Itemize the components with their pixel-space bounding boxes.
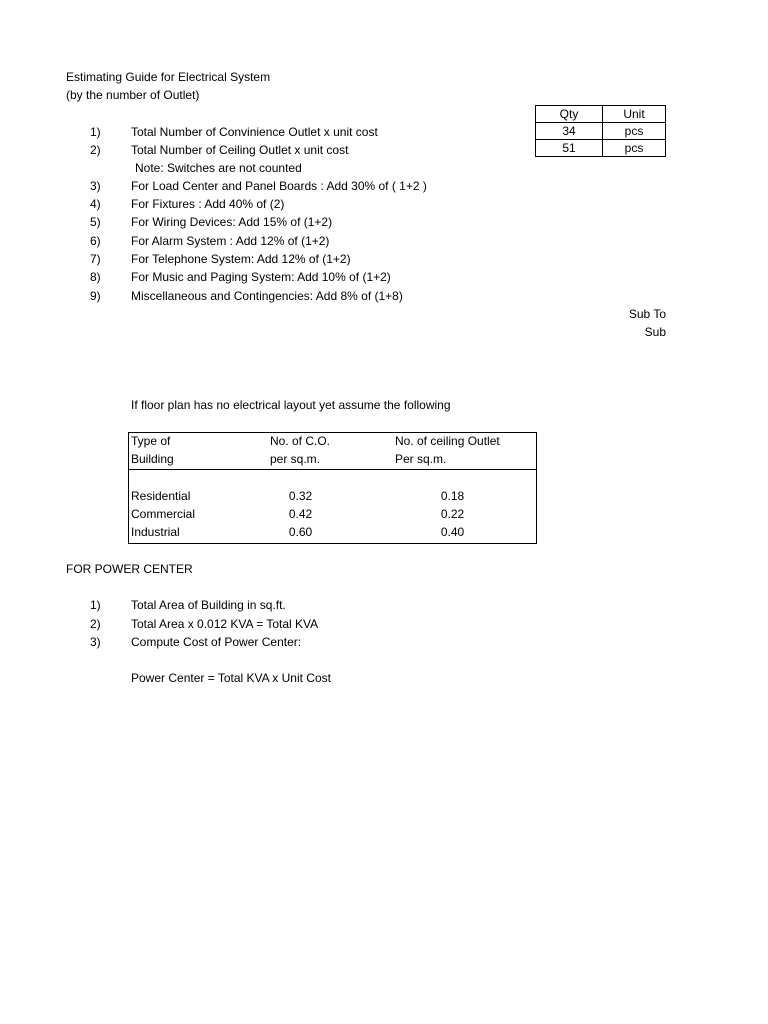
item-text: For Telephone System: Add 12% of (1+2) [131,252,351,266]
step-number: 1) [90,598,101,612]
item-number: 6) [90,234,101,248]
step-text: Compute Cost of Power Center: [131,635,302,649]
header-ceiling-line2: Per sq.m. [395,452,447,466]
item-text: For Music and Paging System: Add 10% of (1+2) [131,270,391,284]
co-per-sqm-cell: 0.60 [288,525,313,539]
step-number: 3) [90,635,101,649]
item-text: For Alarm System : Add 12% of (1+2) [131,234,330,248]
unit-cell: pcs [603,123,666,140]
item-text: Total Number of Ceiling Outlet x unit cost [131,143,349,157]
header-divider [129,469,536,470]
item-number: 5) [90,215,101,229]
header-type-line1: Type of [131,434,171,448]
ceiling-per-sqm-cell: 0.18 [440,489,465,503]
unit-header: Unit [603,106,666,123]
ceiling-per-sqm-cell: 0.40 [440,525,465,539]
co-per-sqm-cell: 0.42 [288,507,313,521]
qty-cell: 51 [536,140,603,157]
header-type-line2: Building [131,452,174,466]
item-number: 9) [90,289,101,303]
header-co-line2: per sq.m. [270,452,321,466]
co-per-sqm-cell: 0.32 [288,489,313,503]
item-number: 2) [90,143,101,157]
item-text: For Load Center and Panel Boards : Add 30% of ( 1+2 ) [131,179,427,193]
document-subtitle: (by the number of Outlet) [66,88,200,102]
item-note: Note: Switches are not counted [135,161,302,175]
item-text: For Fixtures : Add 40% of (2) [131,197,285,211]
step-number: 2) [90,617,101,631]
item-text: Miscellaneous and Contingencies: Add 8% of (1+8) [131,289,403,303]
unit-cell: pcs [603,140,666,157]
floor-plan-note: If floor plan has no electrical layout yet assume the following [131,398,451,412]
qty-header: Qty [536,106,603,123]
power-center-heading: FOR POWER CENTER [66,562,193,576]
qty-table [535,105,666,157]
step-text: Total Area of Building in sq.ft. [131,598,286,612]
item-number: 7) [90,252,101,266]
item-number: 8) [90,270,101,284]
item-number: 3) [90,179,101,193]
item-number: 1) [90,125,101,139]
qty-cell: 34 [536,123,603,140]
item-number: 4) [90,197,101,211]
subtotal-label: Sub To [628,307,666,321]
subtotal-label: Sub [644,325,666,339]
step-text: Total Area x 0.012 KVA = Total KVA [131,617,319,631]
item-text: For Wiring Devices: Add 15% of (1+2) [131,215,333,229]
building-type-cell: Commercial [131,507,196,521]
header-ceiling-line1: No. of ceiling Outlet [395,434,500,448]
qty-table-row [536,140,666,157]
building-type-cell: Industrial [131,525,180,539]
document-title: Estimating Guide for Electrical System [66,70,271,84]
item-text: Total Number of Convinience Outlet x unit cost [131,125,378,139]
qty-table-row [536,123,666,140]
building-type-table [128,432,537,544]
ceiling-per-sqm-cell: 0.22 [440,507,465,521]
building-type-cell: Residential [131,489,191,503]
qty-table-header [536,106,666,123]
header-co-line1: No. of C.O. [270,434,331,448]
power-center-formula: Power Center = Total KVA x Unit Cost [131,671,331,685]
